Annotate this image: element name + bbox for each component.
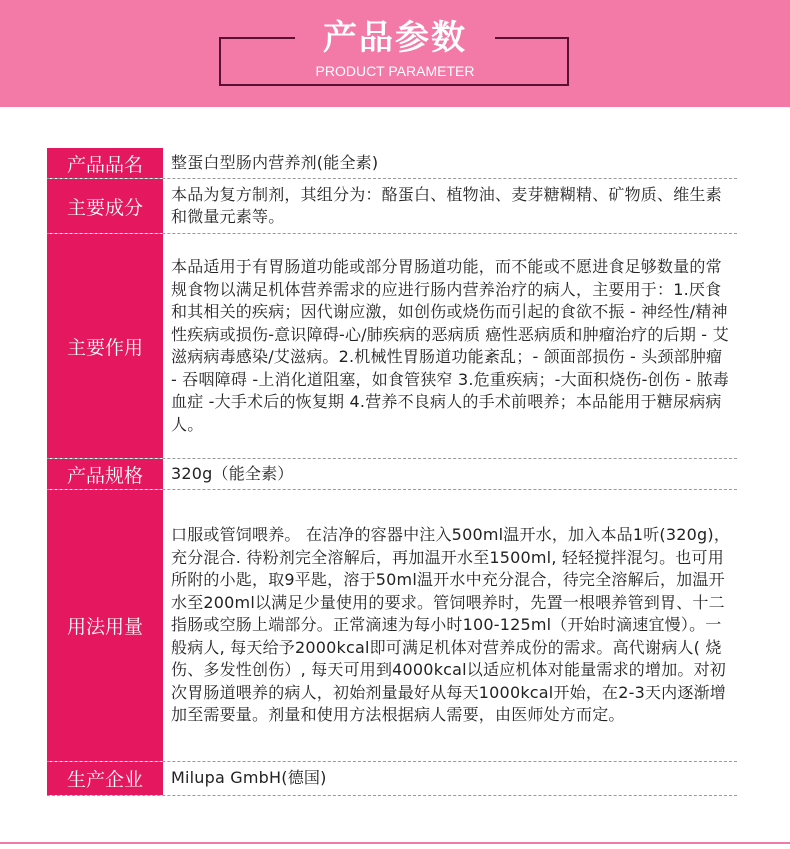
value-specification: 320g（能全素） [171, 463, 294, 483]
row-dosage [47, 490, 737, 762]
page-title: 产品参数 [295, 18, 495, 58]
label-product-name: 产品品名 [47, 148, 163, 178]
value-product-name: 整蛋白型肠内营养剂(能全素) [171, 152, 379, 172]
label-dosage: 用法用量 [47, 490, 163, 761]
label-manufacturer: 生产企业 [47, 762, 163, 795]
row-manufacturer [47, 762, 737, 796]
bottom-divider [0, 842, 790, 844]
row-specification [47, 459, 737, 490]
value-ingredients: 本品为复方制剂，其组分为：酪蛋白、植物油、麦芽糖糊精、矿物质、维生素和微量元素等。 [171, 184, 722, 226]
label-specification: 产品规格 [47, 459, 163, 489]
row-product-name [47, 148, 737, 179]
value-dosage: 口服或管饲喂养。 在洁净的容器中注入500ml温开水，加入本品1听(320g)，充分混合. 待粉剂完全溶解后，再加温开水至1500ml, 轻轻搅拌混匀。也可用所附的小匙，取9平匙，溶于50ml温开水中充分混合，待完全溶解后，加温开水至200ml以满足少量使用的要求。管饲喂养时，先置一根喂养管到胃、十二指肠或空肠上端部分。正常滴速为每小时100-125ml（开始时滴速宜慢）。一般病人, 每天给予2000kcal即可满足机体对营养成份的需求。高代谢病人( 烧伤、多发性创伤）, 每天可用到4000kcal以适应机体对能量需求的增加。对初次胃肠道喂养的病人，初始剂量最好从每天1000kcal开始，在2-3天内逐渐增加至需要量。剂量和使用方法根据病人需要，由医师处方而定。 [171, 525, 731, 725]
label-function: 主要作用 [47, 234, 163, 458]
label-ingredients: 主要成分 [47, 179, 163, 233]
row-function [47, 234, 737, 459]
value-manufacturer: Milupa GmbH(德国) [171, 768, 327, 788]
row-ingredients [47, 179, 737, 234]
value-function: 本品适用于有胃肠道功能或部分胃肠道功能，而不能或不愿进食足够数量的常规食物以满足机体营养需求的应进行肠内营养治疗的病人，主要用于：1.厌食和其相关的疾病；因代谢应激，如创伤或烧伤而引起的食欲不振 - 神经性/精神性疾病或损伤-意识障碍-心/肺疾病的恶病质 癌性恶病质和肿瘤治疗的后期 - 艾滋病病毒感染/艾滋病。2.机械性胃肠道功能紊乱；- 颌面部损伤 - 头颈部肿瘤 - 吞咽障碍 -上消化道阻塞，如食管狭窄 3.危重疾病；-大面积烧伤-创伤 - 脓毒血症 -大手术后的恢复期 4.营养不良病人的手术前喂养；本品能用于糖尿病病人。 [171, 257, 729, 434]
header-banner [0, 0, 790, 107]
page-subtitle: PRODUCT PARAMETER [315, 63, 475, 79]
parameter-table [47, 148, 737, 796]
